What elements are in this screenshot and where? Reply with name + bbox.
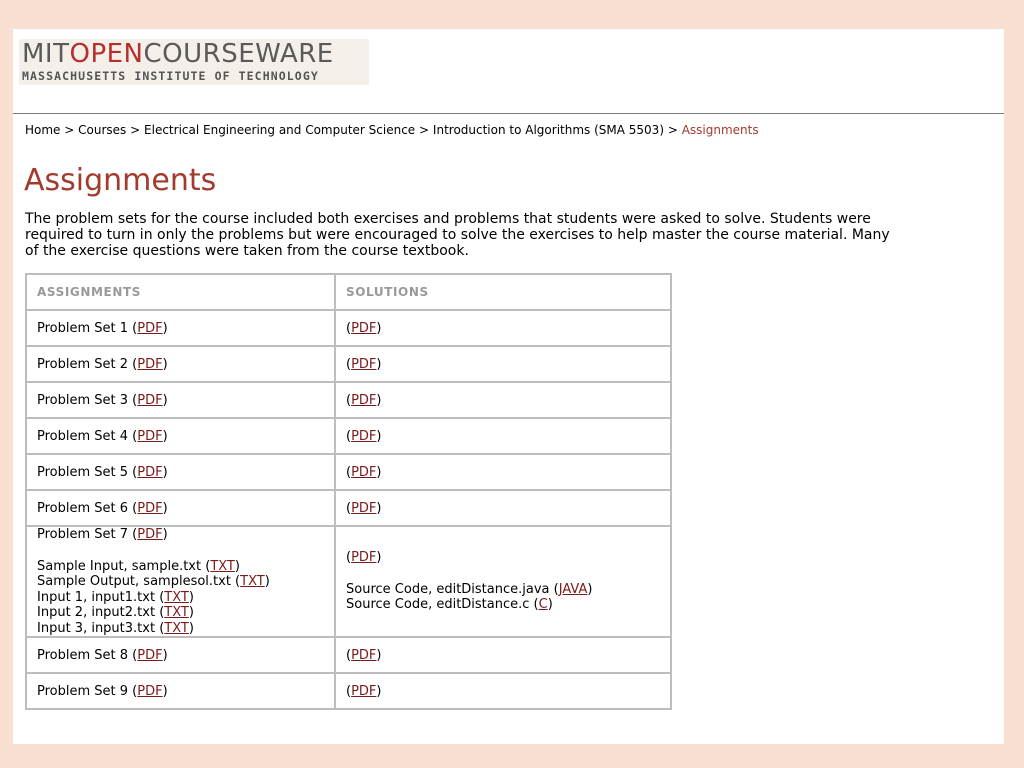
breadcrumb-course[interactable]: Introduction to Algorithms (SMA 5503) bbox=[432, 123, 664, 137]
assignment-cell: Problem Set 8 (PDF) bbox=[26, 637, 335, 673]
assignment-pdf-link[interactable]: PDF bbox=[137, 500, 163, 516]
input2-txt-link[interactable]: TXT bbox=[164, 605, 189, 620]
input1-txt-link[interactable]: TXT bbox=[164, 589, 189, 605]
breadcrumb-courses[interactable]: Courses bbox=[78, 123, 127, 137]
breadcrumb-department[interactable]: Electrical Engineering and Computer Science bbox=[144, 123, 416, 137]
table-row bbox=[26, 310, 671, 346]
assignment-pdf-link[interactable]: PDF bbox=[137, 428, 163, 444]
assignment-pdf-link[interactable]: PDF bbox=[137, 464, 163, 480]
header-divider bbox=[13, 113, 1004, 114]
assignment-pdf-link[interactable]: PDF bbox=[137, 320, 163, 336]
assignment-cell: Problem Set 2 (PDF) bbox=[26, 346, 335, 382]
logo-wordmark: MITOPENCOURSEWARE bbox=[22, 39, 334, 69]
sample-output-txt-link[interactable]: TXT bbox=[240, 574, 265, 589]
header-solutions: SOLUTIONS bbox=[335, 274, 671, 310]
assignment-cell: Problem Set 7 (PDF) Sample Input, sample.txt (TXT) Sample Output, samplesol.txt (TXT) Input 1, input1.txt (TXT) Input 2, input2.txt (TXT) Input 3, input3.txt (TXT) bbox=[26, 526, 335, 637]
table-row bbox=[26, 454, 671, 490]
solution-pdf-link[interactable]: PDF bbox=[351, 550, 377, 566]
table-row bbox=[26, 382, 671, 418]
table-header-row bbox=[26, 274, 671, 310]
solution-cell: (PDF) bbox=[335, 346, 671, 382]
table-row bbox=[26, 346, 671, 382]
table-row bbox=[26, 637, 671, 673]
header-assignments: ASSIGNMENTS bbox=[26, 274, 335, 310]
table-row bbox=[26, 673, 671, 709]
solution-pdf-link[interactable]: PDF bbox=[351, 320, 377, 336]
solution-cell: (PDF) Source Code, editDistance.java (JAVA) Source Code, editDistance.c (C) bbox=[335, 526, 671, 637]
solution-pdf-link[interactable]: PDF bbox=[351, 647, 377, 663]
assignment-cell: Problem Set 3 (PDF) bbox=[26, 382, 335, 418]
solution-cell: (PDF) bbox=[335, 637, 671, 673]
solution-cell: (PDF) bbox=[335, 382, 671, 418]
sample-input-txt-link[interactable]: TXT bbox=[210, 558, 235, 574]
solution-cell: (PDF) bbox=[335, 490, 671, 526]
intro-paragraph: The problem sets for the course included both exercises and problems that students were asked to solve. Students were required to turn in only the problems but were encouraged to solve the exercises to help master the course material. Many of the exercise questions were taken from the course textbook. bbox=[25, 211, 890, 259]
page-content bbox=[13, 29, 1004, 744]
assignment-pdf-link[interactable]: PDF bbox=[137, 392, 163, 408]
c-source-link[interactable]: C bbox=[538, 597, 548, 613]
solution-cell: (PDF) bbox=[335, 673, 671, 709]
java-source-link[interactable]: JAVA bbox=[558, 581, 588, 597]
mit-ocw-logo[interactable] bbox=[19, 39, 369, 85]
solution-cell: (PDF) bbox=[335, 310, 671, 346]
assignment-cell: Problem Set 6 (PDF) bbox=[26, 490, 335, 526]
solution-pdf-link[interactable]: PDF bbox=[351, 392, 377, 408]
input3-txt-link[interactable]: TXT bbox=[164, 620, 189, 636]
solution-cell: (PDF) bbox=[335, 418, 671, 454]
assignment-pdf-link[interactable]: PDF bbox=[137, 527, 163, 542]
table-row bbox=[26, 418, 671, 454]
assignment-pdf-link[interactable]: PDF bbox=[137, 683, 163, 699]
assignment-cell: Problem Set 5 (PDF) bbox=[26, 454, 335, 490]
assignment-cell: Problem Set 9 (PDF) bbox=[26, 673, 335, 709]
page-title: Assignments bbox=[24, 163, 217, 198]
assignment-pdf-link[interactable]: PDF bbox=[137, 647, 163, 663]
assignment-cell: Problem Set 1 (PDF) bbox=[26, 310, 335, 346]
breadcrumb-current: Assignments bbox=[681, 123, 759, 137]
assignments-table bbox=[25, 273, 672, 710]
logo-subtitle: MASSACHUSETTS INSTITUTE OF TECHNOLOGY bbox=[22, 69, 319, 83]
assignment-cell: Problem Set 4 (PDF) bbox=[26, 418, 335, 454]
solution-pdf-link[interactable]: PDF bbox=[351, 464, 377, 480]
solution-cell: (PDF) bbox=[335, 454, 671, 490]
breadcrumb-home[interactable]: Home bbox=[25, 123, 61, 137]
breadcrumb: Home > Courses > Electrical Engineering and Computer Science > Introduction to Algorithms (SMA 5503) > Assignments bbox=[25, 123, 759, 137]
assignment-pdf-link[interactable]: PDF bbox=[137, 356, 163, 372]
solution-pdf-link[interactable]: PDF bbox=[351, 500, 377, 516]
solution-pdf-link[interactable]: PDF bbox=[351, 683, 377, 699]
solution-pdf-link[interactable]: PDF bbox=[351, 428, 377, 444]
table-row bbox=[26, 526, 671, 637]
table-row bbox=[26, 490, 671, 526]
solution-pdf-link[interactable]: PDF bbox=[351, 356, 377, 372]
